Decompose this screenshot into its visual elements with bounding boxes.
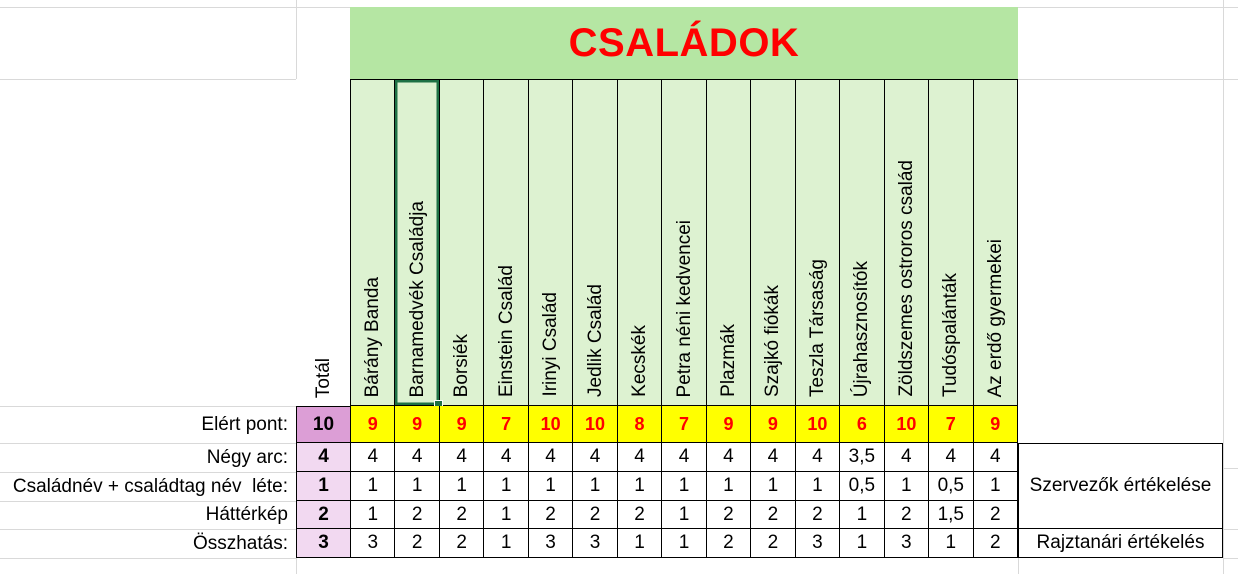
value-cell[interactable]: 1 bbox=[484, 529, 528, 558]
value-cell[interactable]: 2 bbox=[707, 529, 751, 558]
row-label[interactable]: Négy arc: bbox=[206, 447, 288, 468]
value-cell[interactable]: 1 bbox=[351, 472, 395, 501]
family-header-row bbox=[350, 79, 1018, 406]
value-cell[interactable]: 4 bbox=[662, 443, 706, 472]
score-cell[interactable]: 9 bbox=[440, 406, 484, 443]
value-cell[interactable]: 0,5 bbox=[929, 472, 973, 501]
family-header-label: Kecskék bbox=[629, 325, 651, 397]
score-cell[interactable]: 7 bbox=[662, 406, 706, 443]
family-header[interactable] bbox=[885, 80, 929, 405]
value-cell[interactable]: 4 bbox=[351, 443, 395, 472]
title-banner-cell[interactable] bbox=[350, 7, 1018, 79]
value-cell[interactable]: 4 bbox=[484, 443, 528, 472]
value-cell[interactable]: 2 bbox=[751, 501, 795, 529]
value-cell[interactable]: 4 bbox=[529, 443, 573, 472]
gridline bbox=[1223, 529, 1238, 530]
value-cell[interactable]: 3 bbox=[573, 529, 617, 558]
value-cell[interactable]: 0,5 bbox=[840, 472, 884, 501]
family-header-label: Petra néni kedvencei bbox=[673, 219, 695, 397]
value-cell[interactable]: 3 bbox=[796, 529, 840, 558]
family-header-label: Borsiék bbox=[451, 333, 473, 397]
value-cell[interactable]: 2 bbox=[974, 529, 1018, 558]
organizers-evaluation-box[interactable] bbox=[1018, 443, 1223, 529]
value-cell[interactable]: 3 bbox=[529, 529, 573, 558]
total-column-header[interactable] bbox=[296, 79, 350, 406]
gridline bbox=[1223, 558, 1238, 559]
family-header[interactable] bbox=[662, 80, 706, 405]
total-cell[interactable]: 4 bbox=[297, 443, 351, 472]
family-header-label: Teszla Társaság bbox=[806, 259, 828, 397]
score-cell[interactable]: 7 bbox=[929, 406, 973, 443]
value-cell[interactable]: 2 bbox=[573, 501, 617, 529]
family-header[interactable] bbox=[351, 80, 395, 405]
value-cell[interactable]: 4 bbox=[618, 443, 662, 472]
score-cell[interactable]: 8 bbox=[618, 406, 662, 443]
value-cell[interactable]: 4 bbox=[751, 443, 795, 472]
value-cell[interactable]: 3,5 bbox=[840, 443, 884, 472]
gridline bbox=[1223, 0, 1224, 574]
value-cell[interactable]: 1 bbox=[662, 501, 706, 529]
value-cell[interactable]: 1 bbox=[440, 472, 484, 501]
value-cell[interactable]: 2 bbox=[529, 501, 573, 529]
value-cell[interactable]: 1,5 bbox=[929, 501, 973, 529]
family-header[interactable] bbox=[751, 80, 795, 405]
value-cell[interactable]: 4 bbox=[929, 443, 973, 472]
family-header-label: Jedlik Család bbox=[584, 284, 606, 397]
value-cell[interactable]: 4 bbox=[707, 443, 751, 472]
page-title: CSALÁDOK bbox=[568, 20, 800, 65]
family-header[interactable] bbox=[573, 80, 617, 405]
total-cell[interactable]: 10 bbox=[297, 406, 351, 443]
value-cell[interactable]: 2 bbox=[707, 501, 751, 529]
family-header-label: Einstein Család bbox=[495, 264, 517, 397]
row-label[interactable]: Háttérkép bbox=[205, 504, 288, 525]
value-cell[interactable]: 1 bbox=[751, 472, 795, 501]
family-header-label: Zöldszemes ostroros család bbox=[895, 160, 917, 397]
row-label[interactable]: Összhatás: bbox=[192, 533, 288, 554]
family-header-label: Irinyi Család bbox=[540, 292, 562, 397]
total-cell[interactable]: 2 bbox=[297, 501, 351, 529]
value-cell[interactable]: 1 bbox=[840, 529, 884, 558]
score-cell[interactable]: 6 bbox=[840, 406, 884, 443]
total-cell[interactable]: 1 bbox=[297, 472, 351, 501]
family-header[interactable] bbox=[707, 80, 751, 405]
value-cell[interactable]: 1 bbox=[395, 472, 439, 501]
value-cell[interactable]: 1 bbox=[529, 472, 573, 501]
gridline bbox=[1018, 558, 1019, 574]
family-header[interactable] bbox=[974, 80, 1017, 405]
value-cell[interactable]: 2 bbox=[751, 529, 795, 558]
value-cell[interactable]: 1 bbox=[573, 472, 617, 501]
score-cell[interactable]: 10 bbox=[796, 406, 840, 443]
score-cell[interactable]: 9 bbox=[351, 406, 395, 443]
value-cell[interactable]: 4 bbox=[885, 443, 929, 472]
family-header-label: Az erdő gyermekei bbox=[984, 238, 1006, 397]
value-cell[interactable]: 2 bbox=[395, 529, 439, 558]
family-header[interactable] bbox=[484, 80, 528, 405]
value-cell[interactable]: 2 bbox=[885, 501, 929, 529]
value-cell[interactable]: 2 bbox=[395, 501, 439, 529]
row-label[interactable]: Családnév + családtag név léte: bbox=[12, 476, 288, 497]
total-cell[interactable]: 3 bbox=[297, 529, 351, 558]
organizers-evaluation-label: Szervezők értékelése bbox=[1029, 475, 1212, 496]
row-label[interactable]: Elért pont: bbox=[201, 414, 288, 435]
value-cell[interactable]: 1 bbox=[484, 501, 528, 529]
gridline bbox=[0, 558, 296, 559]
gridline bbox=[1223, 468, 1238, 469]
score-cell[interactable]: 9 bbox=[707, 406, 751, 443]
score-cell[interactable]: 10 bbox=[573, 406, 617, 443]
value-cell[interactable]: 2 bbox=[440, 529, 484, 558]
value-cell[interactable]: 4 bbox=[974, 443, 1018, 472]
value-cell[interactable]: 4 bbox=[395, 443, 439, 472]
family-header-label: Barnamedvék Családja bbox=[406, 200, 428, 397]
value-cell[interactable]: 1 bbox=[885, 472, 929, 501]
value-cell[interactable]: 1 bbox=[974, 472, 1018, 501]
family-header-label: Szajkó fiókák bbox=[762, 285, 784, 397]
value-cell[interactable]: 1 bbox=[618, 472, 662, 501]
art-teacher-evaluation-box[interactable] bbox=[1018, 529, 1223, 558]
value-cell[interactable]: 3 bbox=[885, 529, 929, 558]
value-cell[interactable]: 1 bbox=[707, 472, 751, 501]
family-header-label: Tudóspalánták bbox=[940, 273, 962, 397]
art-teacher-evaluation-label: Rajztanári értékelés bbox=[1036, 532, 1205, 553]
family-header-label: Újrahasznosítók bbox=[851, 260, 873, 397]
score-cell[interactable]: 10 bbox=[529, 406, 573, 443]
score-cell[interactable]: 9 bbox=[974, 406, 1018, 443]
family-header-label: Plazmák bbox=[717, 324, 739, 397]
value-cell[interactable]: 2 bbox=[618, 501, 662, 529]
family-header-selected[interactable] bbox=[395, 80, 439, 405]
family-header[interactable] bbox=[529, 80, 573, 405]
value-cell[interactable]: 1 bbox=[484, 472, 528, 501]
value-cell[interactable]: 1 bbox=[929, 529, 973, 558]
family-header[interactable] bbox=[440, 80, 484, 405]
value-cell[interactable]: 4 bbox=[796, 443, 840, 472]
family-header[interactable] bbox=[618, 80, 662, 405]
value-cell[interactable]: 1 bbox=[351, 501, 395, 529]
total-column-header-label: Totál bbox=[312, 357, 334, 398]
value-cell[interactable]: 3 bbox=[351, 529, 395, 558]
family-header-label: Bárány Banda bbox=[362, 276, 384, 397]
value-cell[interactable]: 1 bbox=[662, 472, 706, 501]
family-header[interactable] bbox=[796, 80, 840, 405]
score-grid bbox=[296, 406, 1018, 558]
score-cell[interactable]: 10 bbox=[885, 406, 929, 443]
value-cell[interactable]: 4 bbox=[440, 443, 484, 472]
score-cell[interactable]: 7 bbox=[484, 406, 528, 443]
value-cell[interactable]: 2 bbox=[440, 501, 484, 529]
value-cell[interactable]: 2 bbox=[974, 501, 1018, 529]
score-cell[interactable]: 9 bbox=[751, 406, 795, 443]
family-header[interactable] bbox=[929, 80, 973, 405]
value-cell[interactable]: 1 bbox=[662, 529, 706, 558]
value-cell[interactable]: 1 bbox=[796, 472, 840, 501]
family-header[interactable] bbox=[840, 80, 884, 405]
value-cell[interactable]: 2 bbox=[796, 501, 840, 529]
value-cell[interactable]: 4 bbox=[573, 443, 617, 472]
score-cell[interactable]: 9 bbox=[395, 406, 439, 443]
value-cell[interactable]: 1 bbox=[618, 529, 662, 558]
value-cell[interactable]: 1 bbox=[840, 501, 884, 529]
